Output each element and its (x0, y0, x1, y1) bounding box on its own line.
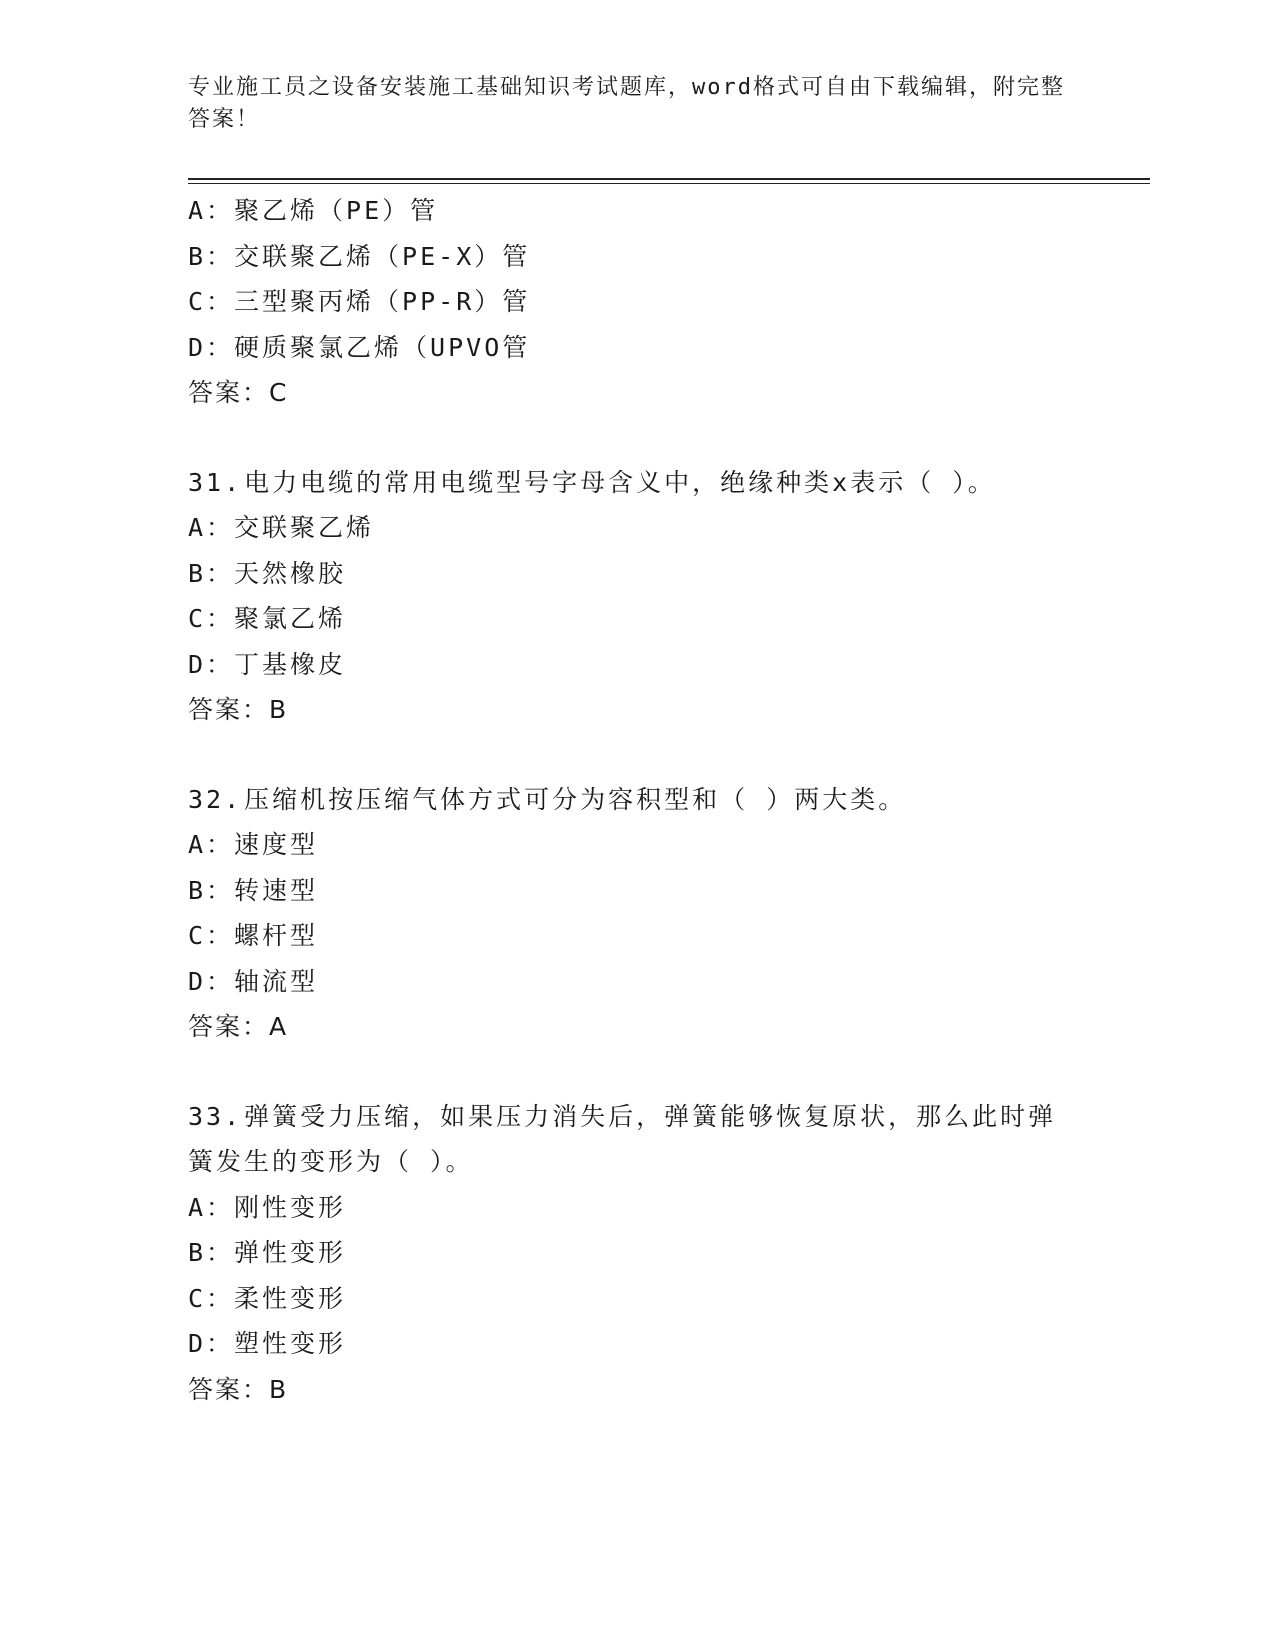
question-block (188, 188, 1088, 416)
option-c: C：三型聚丙烯（PP-R）管 (188, 287, 531, 316)
option-d: D：塑性变形 (188, 1329, 347, 1358)
question-list (188, 188, 1088, 1412)
option-a: A：聚乙烯（PE）管 (188, 196, 439, 225)
option-b: B：转速型 (188, 875, 319, 905)
question-block (188, 460, 1088, 733)
document-header: 专业施工员之设备安装施工基础知识考试题库，word格式可自由下载编辑，附完整答案！ (188, 75, 1065, 132)
option-d: D：硬质聚氯乙烯（UPVO管 (188, 332, 531, 362)
question-number: 33. (188, 1101, 243, 1131)
option-b: B：交联聚乙烯（PE-X）管 (188, 241, 531, 271)
option-c: C：螺杆型 (188, 921, 319, 950)
question-number: 32. (188, 784, 243, 814)
question-block (188, 1094, 1088, 1413)
question-text: 弹簧受力压缩，如果压力消失后，弹簧能够恢复原状，那么此时弹簧发生的变形为（ ）。 (188, 1101, 1057, 1176)
option-a: A：交联聚乙烯 (188, 513, 375, 542)
question-stem (188, 1094, 1068, 1185)
answer-line: 答案：B (188, 695, 289, 724)
header-divider-thick (188, 178, 1150, 180)
option-c: C：聚氯乙烯 (188, 604, 347, 633)
option-b: B：弹性变形 (188, 1238, 347, 1267)
spacer (188, 416, 1088, 460)
option-c: C：柔性变形 (188, 1283, 347, 1313)
question-stem (188, 777, 1068, 823)
option-a: A：刚性变形 (188, 1192, 347, 1222)
question-number: 31. (188, 467, 243, 497)
question-text: 压缩机按压缩气体方式可分为容积型和（ ）两大类。 (244, 784, 907, 814)
option-d: D：丁基橡皮 (188, 649, 347, 679)
answer-line: 答案：B (188, 1374, 289, 1404)
question-stem (188, 460, 1068, 506)
spacer (188, 1050, 1088, 1094)
question-text: 电力电缆的常用电缆型号字母含义中，绝缘种类x表示（ ）。 (244, 467, 996, 497)
answer-line: 答案：A (188, 1012, 289, 1041)
question-block (188, 777, 1088, 1050)
option-d: D：轴流型 (188, 966, 319, 996)
option-b: B：天然橡胶 (188, 558, 347, 588)
header-divider-thin (188, 183, 1150, 184)
spacer (188, 733, 1088, 777)
answer-line: 答案：C (188, 378, 289, 407)
option-a: A：速度型 (188, 830, 319, 859)
